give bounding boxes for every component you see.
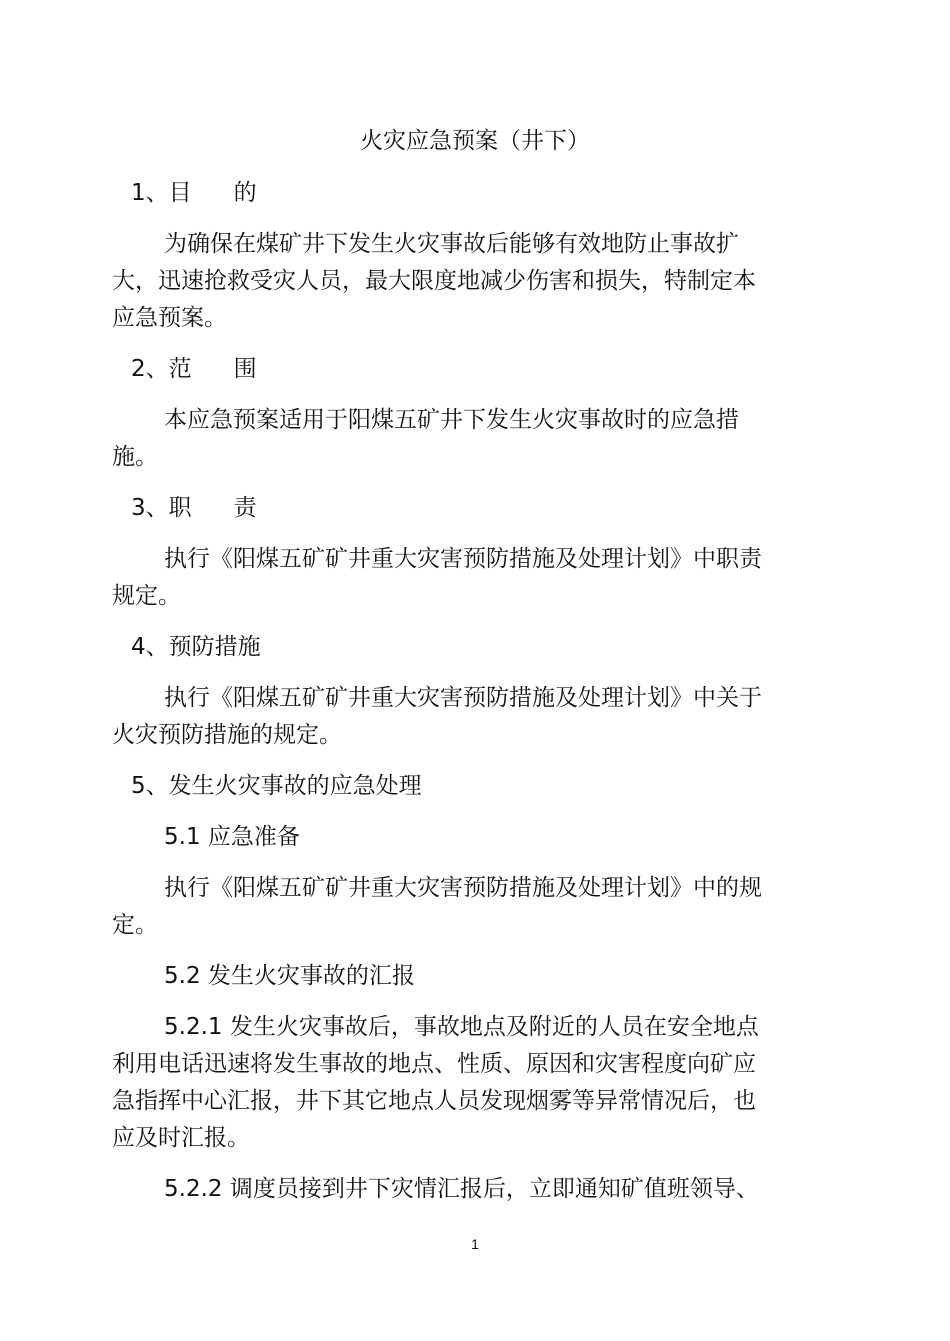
- paragraph-line: 为确保在煤矿井下发生火灾事故后能够有效地防止事故扩: [164, 231, 739, 257]
- section-heading-purpose: [131, 178, 257, 208]
- paragraph-line: 规定。: [112, 583, 181, 609]
- paragraph-line: 应急预案。: [112, 305, 227, 331]
- section-heading-char: 目: [168, 180, 192, 206]
- paragraph-line: 本应急预案适用于阳煤五矿井下发生火灾事故时的应急措: [164, 407, 739, 433]
- section-number: 2、: [131, 356, 169, 382]
- subsection-heading: 5.2 发生火灾事故的汇报: [164, 963, 415, 989]
- section-heading-duties: [131, 493, 257, 523]
- section-heading-char: 围: [233, 356, 257, 382]
- section-heading-emergency: 5、发生火灾事故的应急处理: [131, 773, 422, 799]
- paragraph-line: 施。: [112, 444, 158, 470]
- paragraph-line: 执行《阳煤五矿矿井重大灾害预防措施及处理计划》中职责: [164, 546, 762, 572]
- paragraph-line: 5.2.1 发生火灾事故后，事故地点及附近的人员在安全地点: [164, 1014, 759, 1040]
- paragraph-line: 执行《阳煤五矿矿井重大灾害预防措施及处理计划》中关于: [164, 685, 762, 711]
- document-title: 火灾应急预案（井下）: [360, 128, 590, 154]
- paragraph-line: 应及时汇报。: [112, 1125, 250, 1151]
- subsection-heading: 5.1 应急准备: [164, 824, 300, 850]
- section-heading-char: 职: [168, 495, 192, 521]
- section-heading-char: 范: [168, 356, 192, 382]
- section-heading-char: 的: [233, 180, 257, 206]
- page-number: 1: [471, 1236, 479, 1252]
- paragraph-line: 定。: [112, 912, 158, 938]
- paragraph-line: 火灾预防措施的规定。: [112, 722, 342, 748]
- section-heading-prevention: 4、预防措施: [131, 634, 261, 660]
- paragraph-line: 5.2.2 调度员接到井下灾情汇报后，立即通知矿值班领导、: [164, 1176, 759, 1202]
- section-heading-scope: [131, 354, 257, 384]
- section-heading-char: 责: [233, 495, 257, 521]
- paragraph-line: 大，迅速抢救受灾人员，最大限度地减少伤害和损失，特制定本: [112, 268, 756, 294]
- paragraph-line: 执行《阳煤五矿矿井重大灾害预防措施及处理计划》中的规: [164, 875, 762, 901]
- section-number: 3、: [131, 495, 169, 521]
- paragraph-line: 利用电话迅速将发生事故的地点、性质、原因和灾害程度向矿应: [112, 1051, 756, 1077]
- section-number: 1、: [131, 180, 169, 206]
- paragraph-line: 急指挥中心汇报，井下其它地点人员发现烟雾等异常情况后，也: [112, 1088, 756, 1114]
